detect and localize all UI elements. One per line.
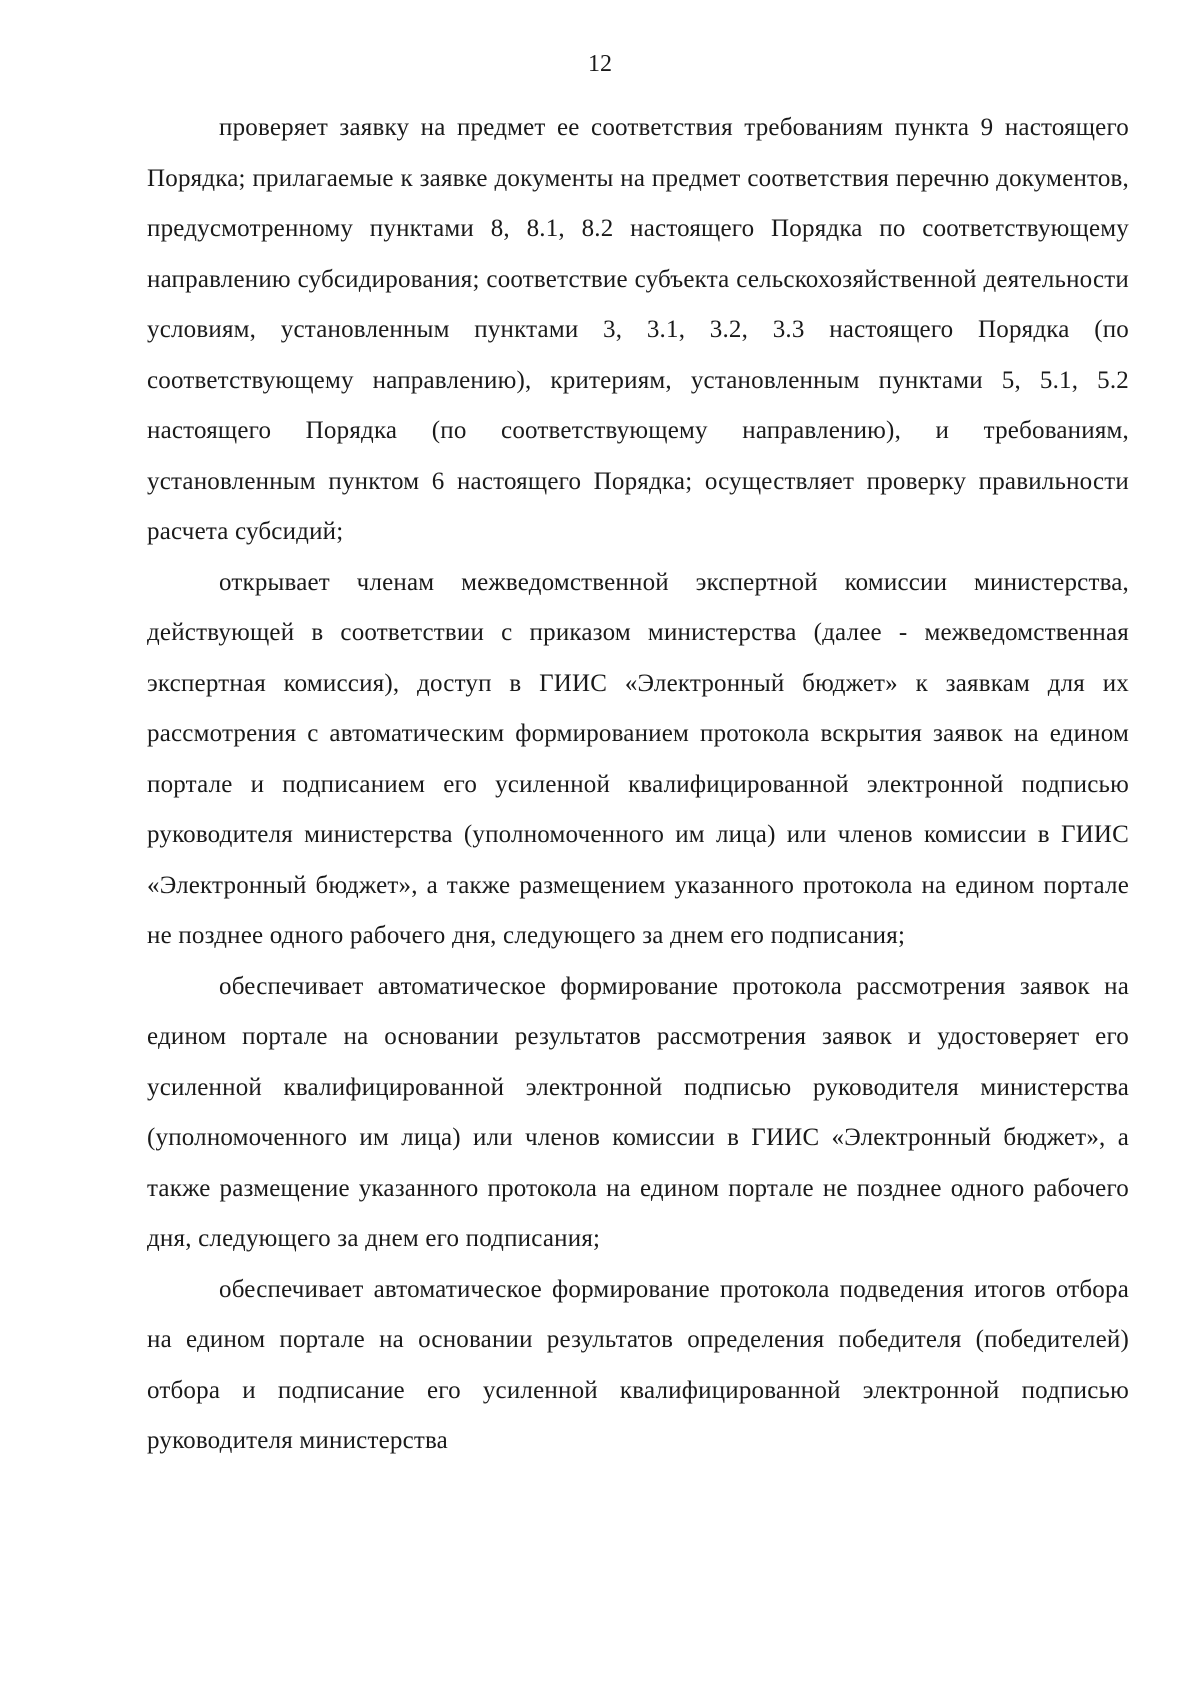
paragraph-commission-access: открывает членам межведомственной экспертной комиссии министерства, действующей в соответствии с приказом министерства (далее - межведомственная экспертная комиссия), доступ в ГИИС «Электронный бюджет» к заявкам для их рассмотрения с автоматическим формированием протокола вскрытия заявок на едином портале и подписанием его усиленной квалифицированной электронной подписью руководителя министерства (уполномоченного им лица) или членов комиссии в ГИИС «Электронный бюджет», а также размещением указанного протокола на едином портале не позднее одного рабочего дня, следующего за днем его подписания;	[147, 568, 1129, 949]
paragraph-application-check: проверяет заявку на предмет ее соответствия требованиям пункта 9 настоящего Порядка; прилагаемые к заявке документы на предмет соответствия перечню документов, предусмотренному пунктами 8, 8.1, 8.2 настоящего Порядка по соответствующему направлению субсидирования; соответствие субъекта сельскохозяйственной деятельности условиям, установленным пунктами 3, 3.1, 3.2, 3.3 настоящего Порядка (по соответствующему направлению), критериям, установленным пунктами 5, 5.1, 5.2 настоящего Порядка (по соответствующему направлению), и требованиям, установленным пунктом 6 настоящего Порядка; осуществляет проверку правильности расчета субсидий;	[147, 114, 1129, 545]
page-number: 12	[588, 51, 612, 77]
paragraph-review-protocol: обеспечивает автоматическое формирование протокола рассмотрения заявок на едином портале на основании результатов рассмотрения заявок и удостоверяет его усиленной квалифицированной электронной подписью руководителя министерства (уполномоченного им лица) или членов комиссии в ГИИС «Электронный бюджет», а также размещение указанного протокола на едином портале не позднее одного рабочего дня, следующего за днем его подписания;	[147, 972, 1129, 1252]
document-body	[147, 103, 1129, 1467]
paragraph-results-protocol: обеспечивает автоматическое формирование протокола подведения итогов отбора на едином портале на основании результатов определения победителя (победителей) отбора и подписание его усиленной квалифицированной электронной подписью руководителя министерства	[147, 1275, 1129, 1454]
